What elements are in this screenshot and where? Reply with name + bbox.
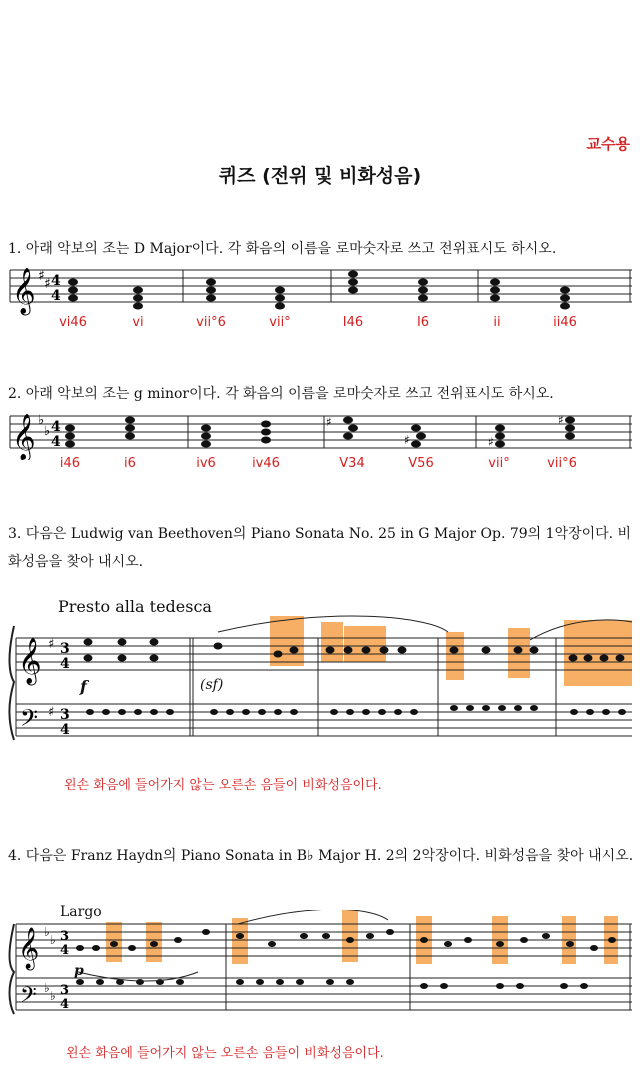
q3-tempo: Presto alla tedesca (58, 597, 212, 616)
bass-clef-icon: 𝄢 (20, 704, 39, 737)
q4-score (8, 910, 632, 1020)
svg-text:♯: ♯ (48, 705, 55, 720)
svg-text:♯: ♯ (404, 433, 410, 447)
q1-answer-2: vi (132, 315, 144, 330)
treble-clef-icon: 𝄞 (12, 414, 36, 460)
q3-bass-notes (86, 705, 626, 715)
q2-answer-3: iv6 (196, 456, 216, 471)
svg-text:3: 3 (60, 707, 70, 723)
svg-text:4: 4 (51, 288, 61, 304)
q1-chords (68, 271, 570, 310)
q4-dynamic-piano: p (74, 963, 84, 979)
q3-answer: 왼손 화음에 들어가지 않는 오른손 음들이 비화성음이다. (64, 778, 382, 793)
q3-dynamic-forte: f (80, 677, 87, 696)
svg-text:4: 4 (51, 419, 61, 435)
q4-answer: 왼손 화음에 들어가지 않는 오른손 음들이 비화성음이다. (66, 1046, 384, 1061)
q1-answer-8: ii46 (553, 315, 577, 330)
svg-text:3: 3 (60, 983, 70, 998)
q3-dynamic-sf: (sf) (200, 677, 224, 693)
svg-text:4: 4 (60, 722, 70, 738)
q2-answer-5: V34 (339, 456, 365, 471)
q1-answer-6: I6 (416, 315, 430, 330)
q2-answer-7: vii° (488, 456, 510, 471)
q4-tempo: Largo (60, 904, 102, 920)
question-3-prompt: 3. 다음은 Ludwig van Beethoven의 Piano Sonata No. 25 in G Major Op. 79의 1악장이다. 비화성음을 찾아 내시오. (8, 526, 632, 570)
question-1-prompt: 1. 아래 악보의 조는 D Major이다. 각 화음의 이름을 로마숫자로 쓰고 전위표시도 하시오. (8, 241, 557, 257)
treble-clef-icon: 𝄞 (18, 928, 40, 969)
svg-text:4: 4 (60, 997, 70, 1012)
instructor-tag: 교수용 (586, 135, 630, 153)
q2-answer-1: i46 (59, 456, 81, 471)
q2-staff (8, 408, 632, 460)
bass-clef-icon: 𝄢 (20, 983, 37, 1013)
svg-text:♭: ♭ (44, 925, 50, 939)
svg-text:4: 4 (60, 943, 70, 958)
svg-text:3: 3 (60, 929, 70, 944)
svg-text:♯: ♯ (44, 276, 51, 292)
q2-answer-8: vii°6 (547, 456, 577, 471)
q2-answer-6: V56 (408, 456, 434, 471)
q3-score (8, 612, 632, 748)
q1-staff (8, 262, 632, 318)
q1-answer-3: vii°6 (196, 315, 226, 330)
q1-answer-5: I46 (342, 315, 364, 330)
svg-text:♯: ♯ (488, 435, 494, 449)
svg-text:♭: ♭ (50, 933, 56, 947)
q2-answer-2: i6 (124, 456, 136, 471)
question-4-prompt: 4. 다음은 Franz Haydn의 Piano Sonata in B♭ Major H. 2의 2악장이다. 비화성음을 찾아 내시오. (8, 848, 634, 864)
svg-text:♭: ♭ (38, 413, 45, 428)
svg-text:♯: ♯ (326, 415, 332, 429)
treble-clef-icon: 𝄞 (18, 638, 42, 684)
page-title: 퀴즈 (전위 및 비화성음) (218, 165, 422, 187)
svg-text:♭: ♭ (44, 424, 51, 439)
svg-text:♯: ♯ (48, 637, 55, 652)
svg-text:3: 3 (60, 641, 70, 657)
svg-text:♯: ♯ (38, 268, 45, 284)
svg-text:4: 4 (51, 273, 61, 289)
q1-answer-4: vii° (269, 315, 291, 330)
svg-text:4: 4 (51, 434, 61, 450)
q1-answer-7: ii (493, 315, 501, 330)
svg-text:♭: ♭ (50, 989, 56, 1003)
treble-clef-icon: 𝄞 (12, 268, 36, 314)
svg-text:♭: ♭ (44, 981, 50, 995)
svg-text:4: 4 (60, 656, 70, 672)
q2-answer-4: iv46 (252, 456, 280, 471)
question-2-prompt: 2. 아래 악보의 조는 g minor이다. 각 화음의 이름을 로마숫자로 쓰고 전위표시도 하시오. (8, 386, 554, 402)
svg-text:♯: ♯ (558, 413, 564, 427)
q1-answer-1: vi46 (59, 315, 87, 330)
